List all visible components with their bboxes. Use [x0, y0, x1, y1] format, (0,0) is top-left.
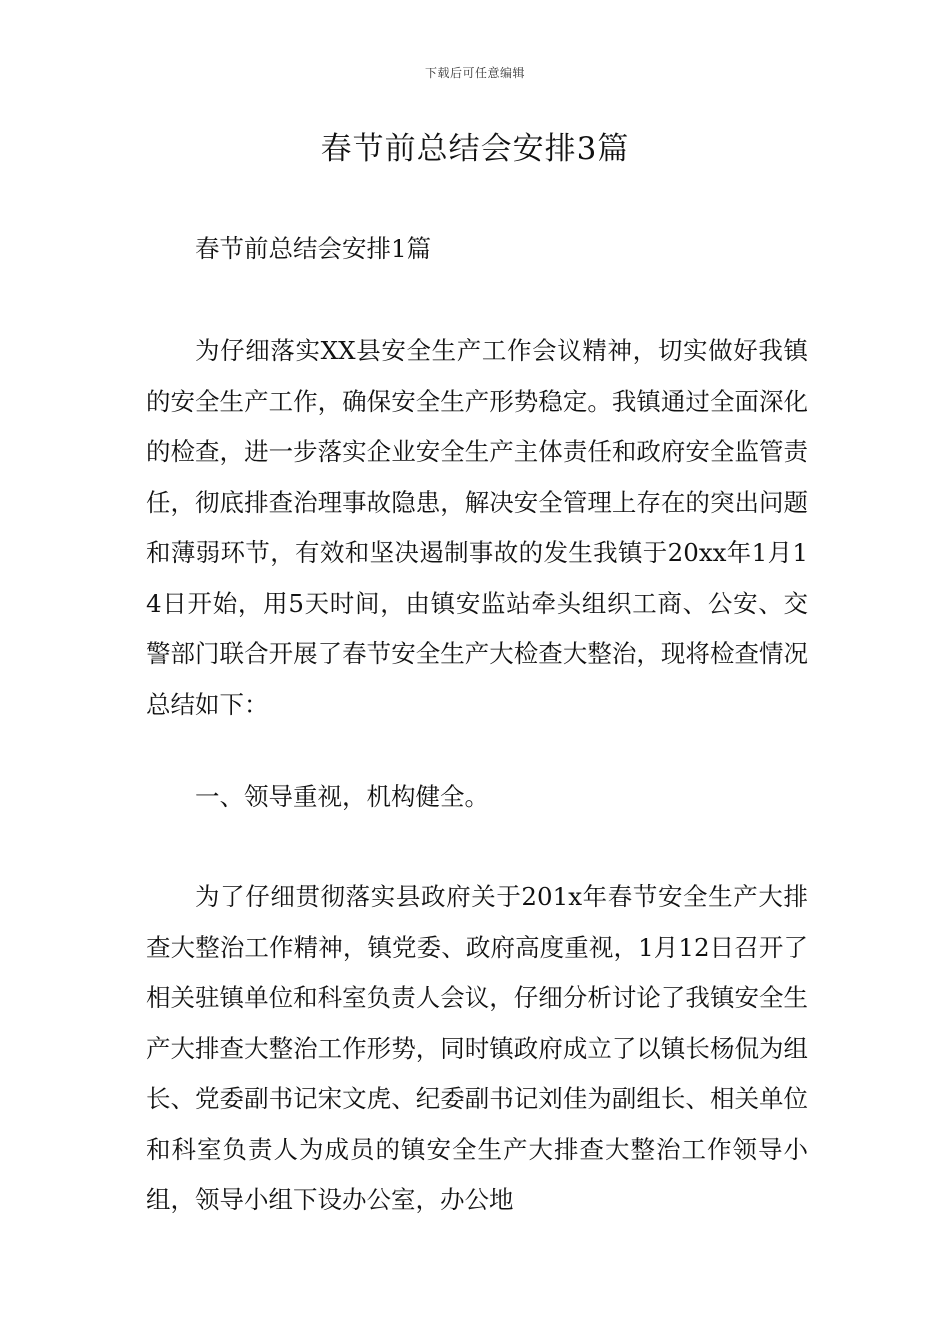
section-heading-1: 一、领导重视，机构健全。: [195, 782, 489, 811]
document-subtitle: 春节前总结会安排1篇: [195, 234, 432, 263]
body-paragraph-1: 为仔细落实XX县安全生产工作会议精神，切实做好我镇的安全生产工作，确保安全生产形势稳定。我镇通过全面深化的检查，进一步落实企业安全生产主体责任和政府安全监管责任，彻底排查治理事故隐患，解决安全管理上存在的突出问题和薄弱环节，有效和坚决遏制事故的发生我镇于20xx年1月14日开始，用5天时间，由镇安监站牵头组织工商、公安、交警部门联合开展了春节安全生产大检查大整治，现将检查情况总结如下：: [146, 336, 808, 719]
header-note: 下载后可任意编辑: [424, 66, 525, 80]
document-title: 春节前总结会安排3篇: [320, 131, 630, 167]
body-paragraph-2: 为了仔细贯彻落实县政府关于201x年春节安全生产大排查大整治工作精神，镇党委、政府高度重视，1月12日召开了相关驻镇单位和科室负责人会议，仔细分析讨论了我镇安全生产大排查大整治工作形势，同时镇政府成立了以镇长杨侃为组长、党委副书记宋文虎、纪委副书记刘佳为副组长、相关单位和科室负责人为成员的镇安全生产大排查大整治工作领导小组，领导小组下设办公室，办公地: [146, 882, 808, 1214]
